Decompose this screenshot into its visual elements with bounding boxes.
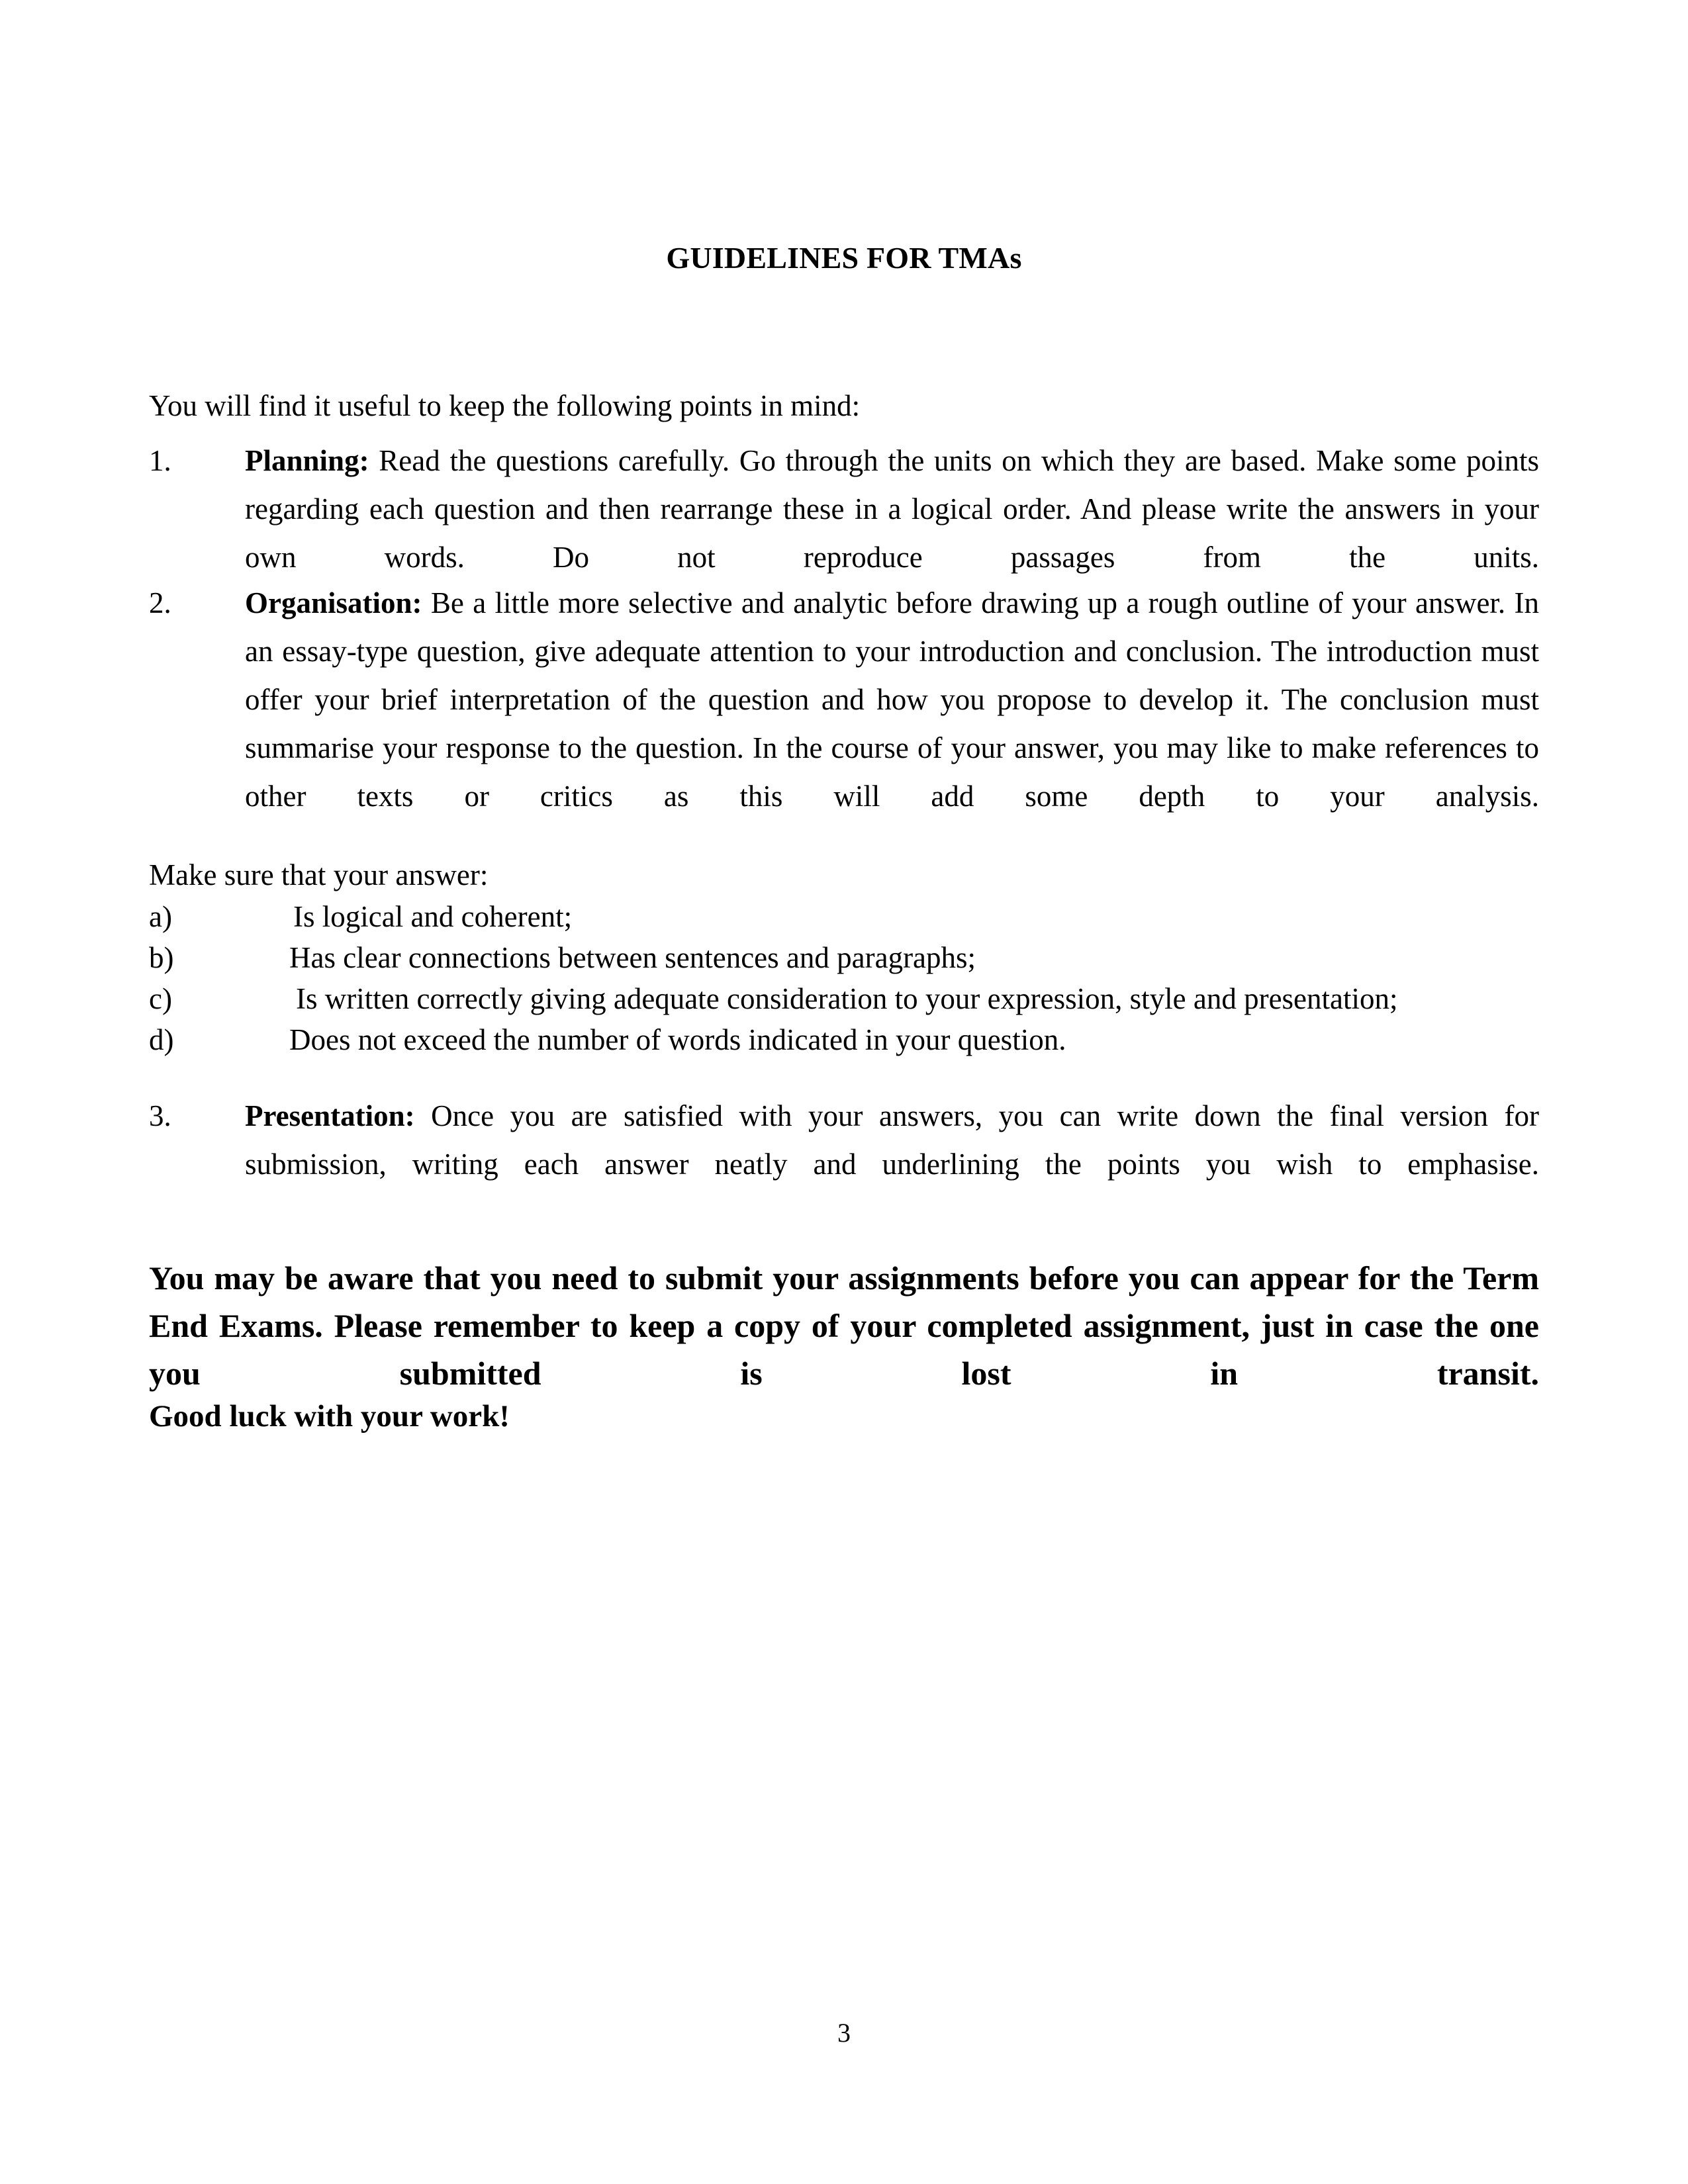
checklist-item-d (149, 1025, 1539, 1066)
checklist-item-c (149, 984, 1539, 1025)
numbered-item-2-marker: 2. (149, 586, 171, 619)
numbered-item-3-marker: 3. (149, 1099, 171, 1132)
checklist-item-b-text: Has clear connections between sentences and paragraphs; (289, 941, 976, 974)
checklist-lead-line: Make sure that your answer: (149, 858, 489, 891)
numbered-item-1-lead: Planning: (245, 444, 369, 477)
numbered-item-3-text: Once you are satisfied with your answers, you can write down the final version for submission, writing each answer neatly and underlining the points you wish to emphasise. (245, 1099, 1539, 1181)
page-title: GUIDELINES FOR TMAs (666, 241, 1022, 275)
checklist-item-a (149, 902, 1539, 943)
page-number: 3 (837, 2018, 851, 2048)
numbered-item-1-text: Read the questions carefully. Go through the units on which they are based. Make some points regarding each question and then rearrange these in a logical order. And please write the answers in your own words. Do not reproduce passages from the units. (245, 444, 1539, 574)
checklist-item-a-marker: a) (149, 900, 172, 933)
closing-line: Good luck with your work! (149, 1399, 510, 1433)
checklist-block (149, 860, 1539, 1066)
checklist-item-b (149, 943, 1539, 984)
intro-paragraph: You will find it useful to keep the following points in mind: (149, 389, 861, 422)
numbered-item-2-lead: Organisation: (245, 586, 422, 619)
checklist-item-d-text: Does not exceed the number of words indicated in your question. (289, 1023, 1066, 1056)
numbered-item-3-lead: Presentation: (245, 1099, 415, 1132)
checklist-item-c-marker: c) (149, 982, 172, 1015)
numbered-item-2-text: Be a little more selective and analytic before drawing up a rough outline of your answer. In an essay-type question, give adequate attention to your introduction and conclusion. The introduction must offer your brief interpretation of the question and how you propose to develop it. The conclusion must summarise your response to the question. In the course of your answer, you may like to make references to other texts or critics as this will add some depth to your analysis. (245, 586, 1539, 813)
checklist-item-a-text: Is logical and coherent; (293, 900, 573, 933)
checklist-item-c-text: Is written correctly giving adequate consideration to your expression, style and presentation; (296, 982, 1398, 1015)
numbered-item-2 (149, 579, 1539, 868)
numbered-item-1-marker: 1. (149, 444, 171, 477)
checklist-item-d-marker: d) (149, 1023, 174, 1056)
notice-paragraph: You may be aware that you need to submit your assignments before you can appear for the Term End Exams. Please remember to keep a copy of your completed assignment, just in case the one you submitted is lost in transit. (149, 1259, 1539, 1392)
checklist-item-b-marker: b) (149, 941, 174, 974)
numbered-item-3-body (245, 1092, 1539, 1237)
numbered-item-2-body (245, 579, 1539, 868)
numbered-item-3 (149, 1092, 1539, 1237)
